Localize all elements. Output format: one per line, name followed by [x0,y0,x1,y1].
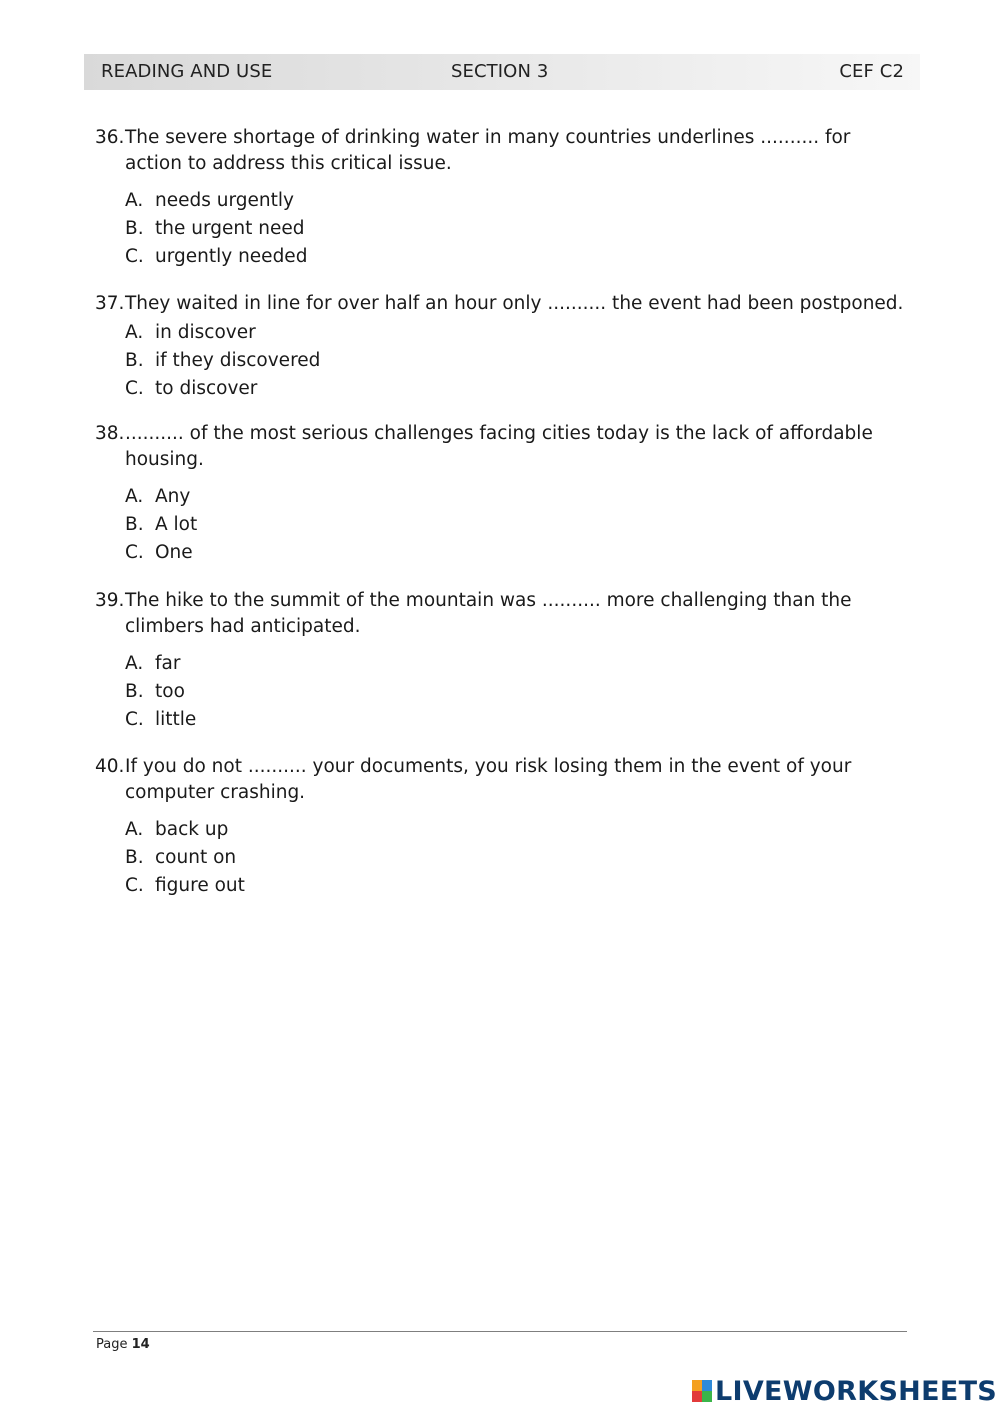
question-37 [95,291,905,403]
option-b[interactable]: B. too [125,681,185,702]
logo-text: LIVEWORKSHEETS [715,1375,998,1407]
option-a[interactable]: A. in discover [125,322,256,343]
question-text: The severe shortage of drinking water in many countries underlines .......... for action to address this critical issue. [125,127,851,174]
question-text: The hike to the summit of the mountain was .......... more challenging than the climbers had anticipated. [125,590,852,637]
question-39 [95,588,905,734]
question-number: 38. [95,423,125,444]
footer-divider [93,1331,907,1332]
question-text: .......... of the most serious challenges facing cities today is the lack of affordable housing. [125,423,873,470]
header-left-title: READING AND USE [101,61,273,82]
page-number-label: Page 14 [96,1337,150,1352]
question-number: 36. [95,127,125,148]
option-c[interactable]: C. to discover [125,378,258,399]
option-a[interactable]: A. needs urgently [125,190,294,211]
option-b[interactable]: B. count on [125,847,237,868]
question-text: If you do not .......... your documents, you risk losing them in the event of your computer crashing. [125,756,852,803]
question-36 [95,125,905,271]
question-number: 37. [95,293,125,314]
question-40 [95,754,905,900]
option-c[interactable]: C. One [125,542,193,563]
liveworksheets-logo-icon [692,1380,712,1402]
option-a[interactable]: A. Any [125,486,191,507]
option-a[interactable]: A. back up [125,819,229,840]
question-number: 39. [95,590,125,611]
option-b[interactable]: B. if they discovered [125,350,321,371]
option-b[interactable]: B. A lot [125,514,198,535]
option-c[interactable]: C. little [125,709,197,730]
header-level: CEF C2 [839,61,904,82]
page-number: 14 [131,1337,150,1352]
header-section: SECTION 3 [451,61,549,82]
option-a[interactable]: A. far [125,653,181,674]
liveworksheets-logo[interactable] [692,1376,997,1406]
option-c[interactable]: C. urgently needed [125,246,308,267]
option-c[interactable]: C. figure out [125,875,245,896]
question-number: 40. [95,756,125,777]
question-38 [95,421,905,567]
option-b[interactable]: B. the urgent need [125,218,305,239]
question-text: They waited in line for over half an hour only .......... the event had been postponed. [125,293,904,314]
